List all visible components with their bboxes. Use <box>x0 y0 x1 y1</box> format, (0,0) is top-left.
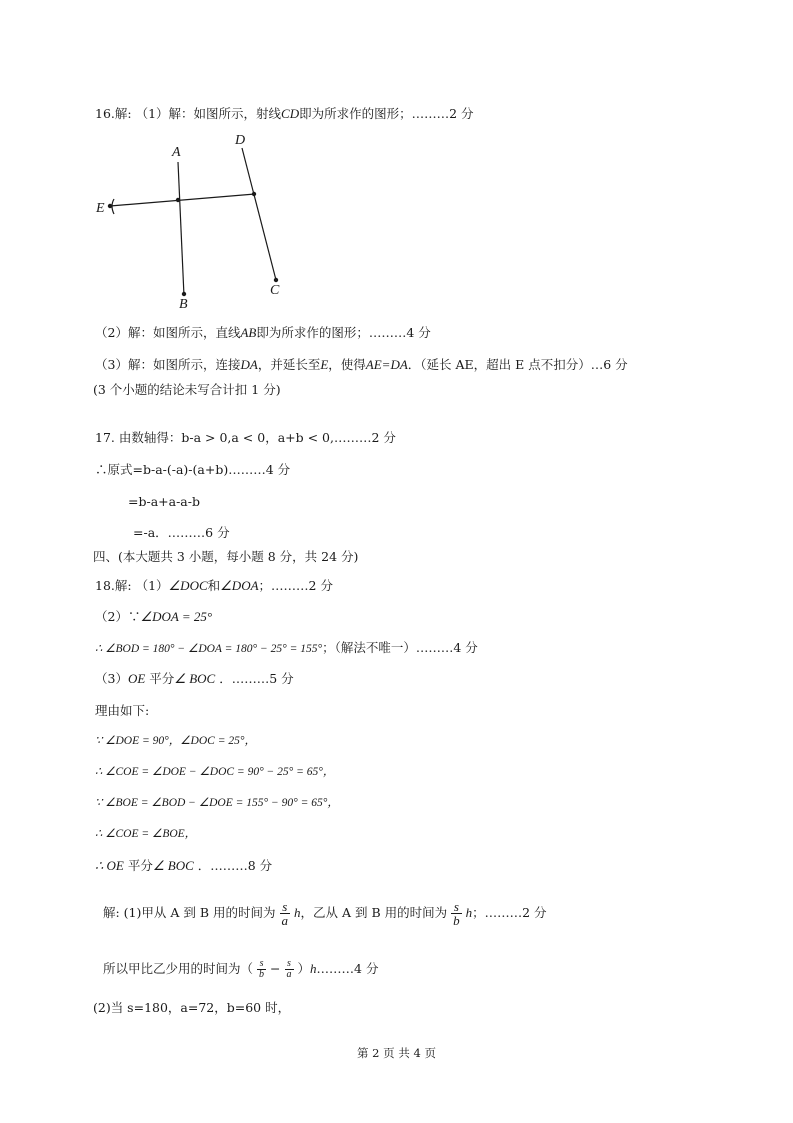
q16-line3: （3）解：如图所示，连接DA，并延长至E，使得AE=DA．（延长 AE，超出 E 点不扣分）…6 分 <box>95 357 628 372</box>
q17-line2: ∴原式=b-a-(-a)-(a+b)………4 分 <box>95 462 291 477</box>
fraction-s-over-b-small: $\frac{s}{b}$ <box>259 958 265 980</box>
q18-line2: （2）∵∠DOA = 25° <box>95 609 213 624</box>
label-c: C <box>270 283 280 298</box>
q19-line1: 解: (1)甲从 A 到 B 用的时间为 $\frac{s}{a}$ h，乙从 A 到 B 用的时间为 $\frac{s}{b}$ h；………2 分 <box>103 899 547 928</box>
q18-line6: ∵ ∠DOE = 90°，∠DOC = 25°， <box>95 735 256 747</box>
q16-line2: （2）解：如图所示，直线AB即为所求作的图形；………4 分 <box>95 325 431 340</box>
q16-line1: 16.解: （1）解：如图所示，射线CD即为所求作的图形；………2 分 <box>95 106 474 121</box>
point-intersect-a <box>176 198 180 202</box>
q17-line1: 17. 由数轴得：b-a > 0,a < 0，a+b < 0,………2 分 <box>95 430 396 445</box>
line-d-c <box>242 148 276 280</box>
q18-line5: 理由如下: <box>95 703 150 718</box>
section-4-header: 四、(本大题共 3 小题，每小题 8 分，共 24 分) <box>93 549 359 564</box>
page-footer: 第 2 页 共 4 页 <box>357 1046 436 1060</box>
q19-line2: 所以甲比乙少用的时间为（ $\frac{s}{b}$ − $\frac{s}{a}$ ）h………4 分 <box>103 958 379 980</box>
line-a-b <box>178 162 184 296</box>
q18-line7: ∴ ∠COE = ∠DOE − ∠DOC = 90° − 25° = 65°， <box>95 766 335 778</box>
label-b: B <box>179 297 188 312</box>
label-a: A <box>172 145 181 160</box>
fraction-s-over-a-small: $\frac{s}{a}$ <box>286 958 292 980</box>
point-intersect-d <box>252 192 256 196</box>
q18-line1: 18.解: （1）∠DOC和∠DOA；………2 分 <box>95 578 333 593</box>
line-e-d <box>110 194 255 206</box>
label-d: D <box>235 133 246 148</box>
q18-line9: ∴ ∠COE = ∠BOE， <box>95 828 197 840</box>
q18-line3: ∴ ∠BOD = 180° − ∠DOA = 180° − 25° = 155°；（解法不唯一）………4 分 <box>95 640 478 655</box>
q17-line4: =-a．………6 分 <box>133 525 230 540</box>
q16-note: (3 个小题的结论未写合计扣 1 分) <box>93 382 281 397</box>
q19-line3: (2)当 s=180，a=72，b=60 时， <box>93 1000 291 1015</box>
q18-line10: ∴ OE 平分∠ BOC ．………8 分 <box>95 858 273 873</box>
point-b <box>182 292 186 296</box>
label-e: E <box>96 201 105 216</box>
fraction-s-over-a: $\frac{s}{a}$ <box>281 899 288 928</box>
q18-line8: ∵ ∠BOE = ∠BOD − ∠DOE = 155° − 90° = 65°， <box>95 797 339 809</box>
ray-arrow-e <box>112 199 114 214</box>
fraction-s-over-b: $\frac{s}{b}$ <box>453 899 460 928</box>
point-c <box>274 278 278 282</box>
q18-line4: （3）OE 平分∠ BOC ．………5 分 <box>95 671 294 686</box>
geometry-figure <box>90 126 300 316</box>
q17-line3: =b-a+a-a-b <box>128 494 200 509</box>
point-e <box>108 204 112 208</box>
